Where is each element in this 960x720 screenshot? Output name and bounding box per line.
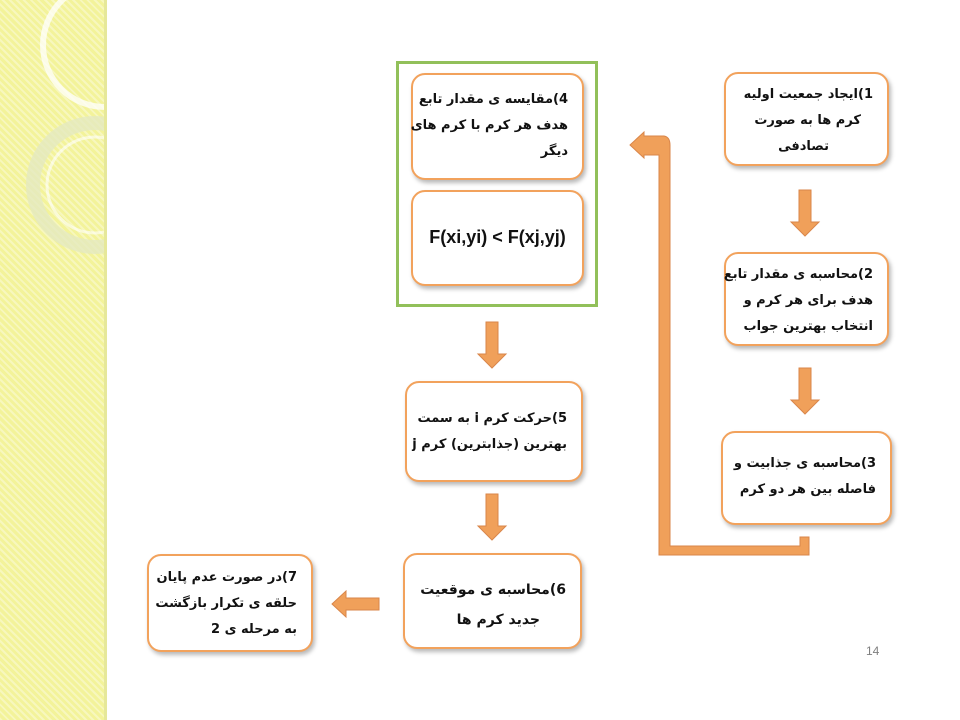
step-4-line-2: هدف هر کرم با کرم های [410, 118, 568, 133]
comparison-formula: F(xi,yi) < F(xj,yj) [429, 227, 566, 247]
step-1-line-1: 1)ایجاد جمعیت اولیه [743, 87, 873, 102]
step-3-box [721, 431, 892, 525]
step-5-line-2: بهترین (جذابترین) کرم j [412, 437, 567, 452]
step-6-line-2: جدید کرم ها [456, 612, 540, 628]
step-4-box [411, 73, 584, 180]
arrow-5-to-6 [478, 494, 506, 540]
step-2-box [724, 252, 889, 346]
step-6-line-1: 6)محاسبه ی موقعیت [420, 582, 566, 598]
step-3-line-1: 3)محاسبه ی جذابیت و [733, 456, 876, 471]
step-1-line-3: تصادفی [778, 139, 829, 154]
arrow-2-to-3 [791, 368, 819, 414]
step-3-line-2: فاصله بین هر دو کرم [739, 482, 876, 497]
step-4-line-3: دیگر [540, 144, 568, 159]
step-2-line-3: انتخاب بهترین جواب [743, 319, 873, 334]
step-7-box [147, 554, 313, 652]
arrow-6-to-7 [332, 591, 379, 617]
step-1-line-2: کرم ها به صورت [754, 113, 861, 128]
step-1-box [724, 72, 889, 166]
arrow-4-to-5 [478, 322, 506, 368]
step-7-line-2: حلقه ی تکرار بازگشت [155, 596, 297, 611]
arrow-1-to-2 [791, 190, 819, 236]
step-2-line-2: هدف برای هر کرم و [743, 293, 873, 308]
step-5-box [405, 381, 583, 482]
comparison-formula-box [411, 190, 584, 286]
step-7-line-3: به مرحله ی 2 [211, 622, 297, 637]
step-2-line-1: 2)محاسبه ی مقدار تابع [723, 267, 873, 282]
page-number: 14 [866, 644, 880, 658]
step-6-box [403, 553, 582, 649]
step-5-line-1: 5)حرکت کرم i به سمت [417, 411, 567, 426]
step-7-line-1: 7)در صورت عدم پایان [156, 570, 297, 585]
step-4-line-1: 4)مقایسه ی مقدار تابع [418, 92, 568, 107]
